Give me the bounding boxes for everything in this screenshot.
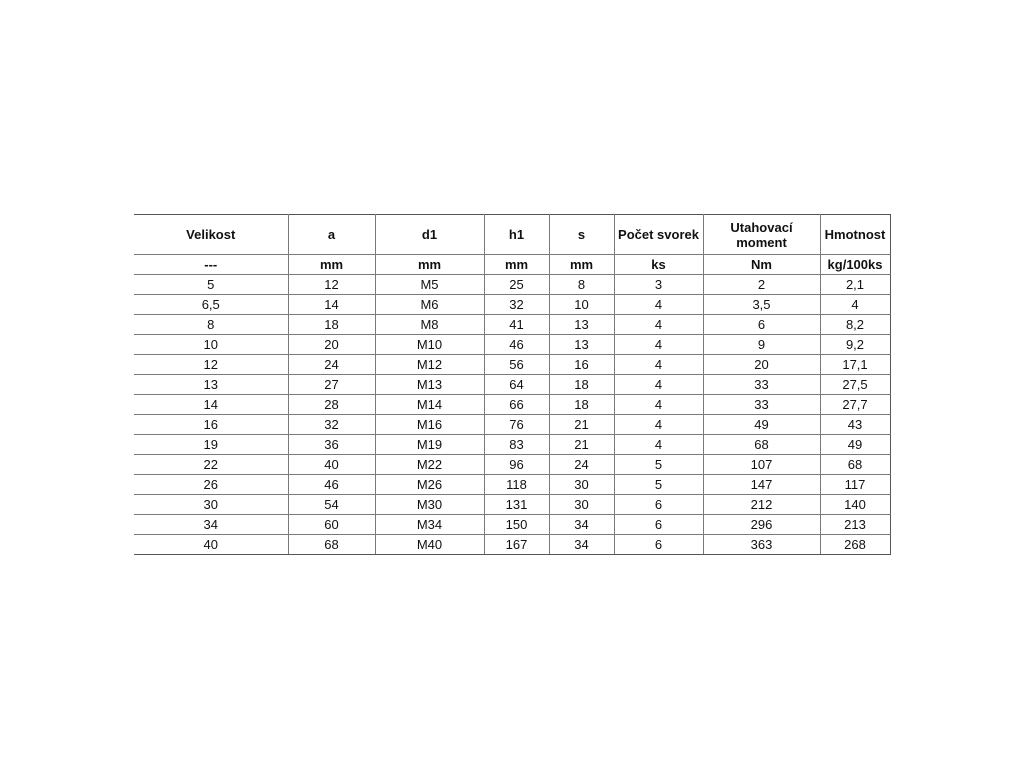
table-cell: 68 <box>820 455 890 475</box>
table-cell: M34 <box>375 515 484 535</box>
table-cell: 8 <box>549 275 614 295</box>
table-cell: 21 <box>549 435 614 455</box>
table-cell: 4 <box>614 315 703 335</box>
table-cell: 30 <box>549 495 614 515</box>
table-cell: 13 <box>549 335 614 355</box>
table-cell: 27,7 <box>820 395 890 415</box>
table-cell: M6 <box>375 295 484 315</box>
table-cell: 27,5 <box>820 375 890 395</box>
table-cell: 96 <box>484 455 549 475</box>
header-cell: d1 <box>375 215 484 255</box>
table-cell: 32 <box>484 295 549 315</box>
table-row <box>134 335 890 355</box>
table-cell: 363 <box>703 535 820 555</box>
unit-cell: mm <box>549 255 614 275</box>
table-cell: 30 <box>549 475 614 495</box>
table-cell: 20 <box>703 355 820 375</box>
table-row <box>134 395 890 415</box>
table-cell: 5 <box>134 275 288 295</box>
table-cell: 20 <box>288 335 375 355</box>
table-row <box>134 495 890 515</box>
spec-table <box>134 214 891 555</box>
table-cell: M40 <box>375 535 484 555</box>
table-cell: 22 <box>134 455 288 475</box>
table-cell: 6 <box>614 495 703 515</box>
table-cell: 3 <box>614 275 703 295</box>
table-cell: 13 <box>134 375 288 395</box>
table-cell: 140 <box>820 495 890 515</box>
unit-row <box>134 255 890 275</box>
table-cell: 147 <box>703 475 820 495</box>
table-cell: 40 <box>288 455 375 475</box>
header-cell: Počet svorek <box>614 215 703 255</box>
table-cell: M30 <box>375 495 484 515</box>
table-row <box>134 375 890 395</box>
header-row <box>134 215 890 255</box>
header-cell: a <box>288 215 375 255</box>
table-cell: 41 <box>484 315 549 335</box>
table-cell: 150 <box>484 515 549 535</box>
table-cell: 5 <box>614 475 703 495</box>
table-cell: 68 <box>703 435 820 455</box>
unit-cell: --- <box>134 255 288 275</box>
table-cell: 40 <box>134 535 288 555</box>
table-cell: 18 <box>549 395 614 415</box>
table-row <box>134 315 890 335</box>
table-cell: M19 <box>375 435 484 455</box>
table-row <box>134 515 890 535</box>
table-cell: 49 <box>703 415 820 435</box>
table-cell: 16 <box>549 355 614 375</box>
table-cell: 2,1 <box>820 275 890 295</box>
table-row <box>134 415 890 435</box>
table-cell: 19 <box>134 435 288 455</box>
header-cell: h1 <box>484 215 549 255</box>
table-cell: 24 <box>549 455 614 475</box>
table-body <box>134 255 890 555</box>
table-row <box>134 535 890 555</box>
table-cell: 6 <box>614 535 703 555</box>
table-cell: 167 <box>484 535 549 555</box>
table-cell: 13 <box>549 315 614 335</box>
table-cell: 26 <box>134 475 288 495</box>
table-cell: 64 <box>484 375 549 395</box>
table-row <box>134 295 890 315</box>
table-cell: 83 <box>484 435 549 455</box>
table-cell: 6 <box>703 315 820 335</box>
table-row <box>134 455 890 475</box>
table-cell: M22 <box>375 455 484 475</box>
table-cell: 9 <box>703 335 820 355</box>
table-cell: M16 <box>375 415 484 435</box>
table-cell: 76 <box>484 415 549 435</box>
table-cell: M12 <box>375 355 484 375</box>
table-cell: M13 <box>375 375 484 395</box>
table-cell: 17,1 <box>820 355 890 375</box>
table-cell: M14 <box>375 395 484 415</box>
table-cell: 2 <box>703 275 820 295</box>
table-cell: 4 <box>614 395 703 415</box>
table-cell: 4 <box>614 435 703 455</box>
table-cell: 28 <box>288 395 375 415</box>
table-cell: 9,2 <box>820 335 890 355</box>
table-row <box>134 435 890 455</box>
table-row <box>134 475 890 495</box>
table-cell: 10 <box>549 295 614 315</box>
table-cell: 4 <box>614 375 703 395</box>
table-cell: 27 <box>288 375 375 395</box>
table-cell: 60 <box>288 515 375 535</box>
table-cell: 33 <box>703 395 820 415</box>
unit-cell: Nm <box>703 255 820 275</box>
table-cell: 30 <box>134 495 288 515</box>
table-cell: 268 <box>820 535 890 555</box>
table-cell: 56 <box>484 355 549 375</box>
table-cell: 12 <box>288 275 375 295</box>
table-cell: 24 <box>288 355 375 375</box>
table-row <box>134 275 890 295</box>
table-cell: 10 <box>134 335 288 355</box>
table-cell: 8,2 <box>820 315 890 335</box>
table-cell: 54 <box>288 495 375 515</box>
table-cell: 212 <box>703 495 820 515</box>
table-cell: 4 <box>820 295 890 315</box>
table-cell: 25 <box>484 275 549 295</box>
table-cell: 66 <box>484 395 549 415</box>
table-cell: 107 <box>703 455 820 475</box>
table-cell: 46 <box>484 335 549 355</box>
table-cell: 16 <box>134 415 288 435</box>
table-cell: 43 <box>820 415 890 435</box>
unit-cell: mm <box>375 255 484 275</box>
table-cell: 68 <box>288 535 375 555</box>
table-cell: 12 <box>134 355 288 375</box>
table-cell: 14 <box>134 395 288 415</box>
table-cell: 32 <box>288 415 375 435</box>
table-cell: 18 <box>288 315 375 335</box>
unit-cell: ks <box>614 255 703 275</box>
table-cell: 4 <box>614 415 703 435</box>
table-row <box>134 355 890 375</box>
table-cell: 5 <box>614 455 703 475</box>
table-cell: 213 <box>820 515 890 535</box>
table-cell: 34 <box>549 515 614 535</box>
table-cell: 4 <box>614 295 703 315</box>
table-cell: 6 <box>614 515 703 535</box>
table-cell: 118 <box>484 475 549 495</box>
table-cell: M8 <box>375 315 484 335</box>
table-cell: 296 <box>703 515 820 535</box>
table-cell: 117 <box>820 475 890 495</box>
table-cell: 4 <box>614 335 703 355</box>
table-cell: M10 <box>375 335 484 355</box>
unit-cell: mm <box>484 255 549 275</box>
table-cell: 33 <box>703 375 820 395</box>
table-cell: 6,5 <box>134 295 288 315</box>
table-cell: 34 <box>549 535 614 555</box>
table-cell: 14 <box>288 295 375 315</box>
table-cell: 49 <box>820 435 890 455</box>
unit-cell: mm <box>288 255 375 275</box>
header-cell: s <box>549 215 614 255</box>
table-cell: 34 <box>134 515 288 535</box>
table-cell: M5 <box>375 275 484 295</box>
table-cell: 131 <box>484 495 549 515</box>
table-cell: 46 <box>288 475 375 495</box>
header-cell: Utahovací moment <box>703 215 820 255</box>
table-cell: 21 <box>549 415 614 435</box>
table-cell: 18 <box>549 375 614 395</box>
table-cell: 36 <box>288 435 375 455</box>
table-cell: M26 <box>375 475 484 495</box>
table-cell: 8 <box>134 315 288 335</box>
table-cell: 4 <box>614 355 703 375</box>
table-cell: 3,5 <box>703 295 820 315</box>
header-cell: Hmotnost <box>820 215 890 255</box>
header-cell: Velikost <box>134 215 288 255</box>
unit-cell: kg/100ks <box>820 255 890 275</box>
